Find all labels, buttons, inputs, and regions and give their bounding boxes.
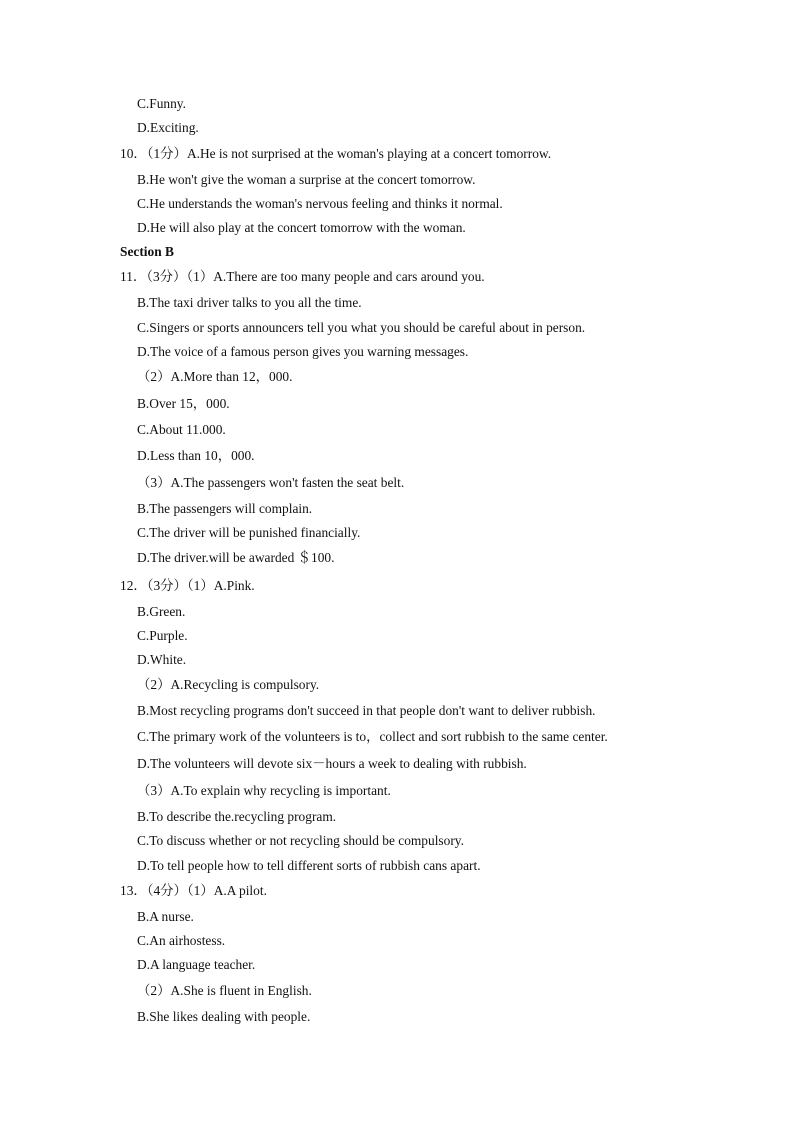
option-line: C.An airhostess. xyxy=(137,933,226,948)
option-line: D.The voice of a famous person gives you warning messages. xyxy=(137,344,469,359)
sub-question-line: （2）A.She is fluent in English. xyxy=(137,983,312,998)
option-line: D.A language teacher. xyxy=(137,957,256,972)
option-line: B.The taxi driver talks to you all the time. xyxy=(137,295,362,310)
option-line: D.He will also play at the concert tomorrow with the woman. xyxy=(137,220,466,235)
option-line: D.To tell people how to tell different sorts of rubbish cans apart. xyxy=(137,858,481,873)
option-line: C.To discuss whether or not recycling should be compulsory. xyxy=(137,833,464,848)
option-line: C.He understands the woman's nervous feeling and thinks it normal. xyxy=(137,196,503,211)
option-line: C.Singers or sports announcers tell you what you should be careful about in person. xyxy=(137,320,586,335)
option-line: C.The driver will be punished financially. xyxy=(137,525,361,540)
option-line: B.To describe the.recycling program. xyxy=(137,809,337,824)
sub-question-line: （2）A.More than 12，000. xyxy=(137,369,293,384)
option-line: D.Exciting. xyxy=(137,120,199,135)
sub-question-line: （3）A.The passengers won't fasten the seat belt. xyxy=(137,475,405,490)
option-line: B.A nurse. xyxy=(137,909,194,924)
option-line: D.Less than 10，000. xyxy=(137,448,255,463)
option-line: D.The driver.will be awarded ＄100. xyxy=(137,550,335,565)
option-line: B.She likes dealing with people. xyxy=(137,1009,311,1024)
option-line: B.He won't give the woman a surprise at the concert tomorrow. xyxy=(137,172,476,187)
question-line: 10．（1分）A.He is not surprised at the woman's playing at a concert tomorrow. xyxy=(120,146,552,161)
option-line: B.Green. xyxy=(137,604,186,619)
question-line: 11．（3分）（1）A.There are too many people and cars around you. xyxy=(120,269,485,284)
option-line: C.The primary work of the volunteers is to，collect and sort rubbish to the same center. xyxy=(137,729,608,744)
option-line: C.Funny. xyxy=(137,96,186,111)
question-line: 13．（4分）（1）A.A pilot. xyxy=(120,883,267,898)
section-heading: Section B xyxy=(120,244,174,259)
option-line: B.The passengers will complain. xyxy=(137,501,313,516)
sub-question-line: （2）A.Recycling is compulsory. xyxy=(137,677,320,692)
question-line: 12．（3分）（1）A.Pink. xyxy=(120,578,255,593)
sub-question-line: （3）A.To explain why recycling is important. xyxy=(137,783,391,798)
option-line: D.The volunteers will devote six－hours a week to dealing with rubbish. xyxy=(137,756,527,771)
option-line: C.Purple. xyxy=(137,628,188,643)
option-line: D.White. xyxy=(137,652,187,667)
option-line: B.Most recycling programs don't succeed in that people don't want to deliver rubbish. xyxy=(137,703,596,718)
option-line: C.About 11.000. xyxy=(137,422,226,437)
option-line: B.Over 15，000. xyxy=(137,396,230,411)
